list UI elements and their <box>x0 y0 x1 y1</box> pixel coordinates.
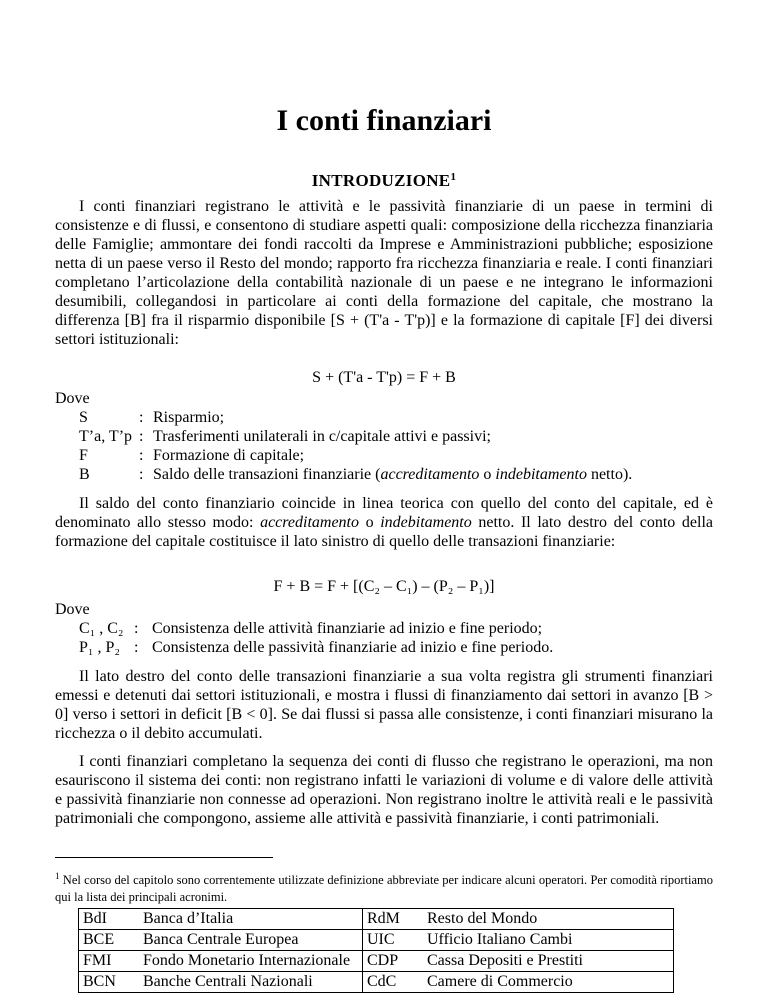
paragraph-1: I conti finanziari registrano le attività e le passività finanziarie di un paese in termini di consistenze e di flussi, e consentono di studiare aspetti quali: composizione della ricchezza finanziaria delle Famiglie; ammontare dei fondi raccolti da Imprese e Amministrazioni pubbliche; esposizione netta di un paese verso il Resto del mondo; rapporto fra ricchezza finanziaria e reale. I conti finanziari completano l’articolazione della contabilità nazionale di un paese e ne integrano le informazioni desumibili, collegandosi in particolare ai conti della formazione del capitale, che mostrano la differenza [B] fra il risparmio disponibile [S + (T'a - T'p)] e la formazione di capitale [F] dei diversi settori istituzionali: <box>55 198 713 348</box>
footnote-ref[interactable]: 1 <box>450 171 457 183</box>
definition-sep: : <box>134 620 139 637</box>
paragraph-3: Il lato destro del conto delle transazioni finanziarie a sua volta registra gli strumenti finanziari emessi e detenuti dai settori istituzionali, e mostra i flussi di finanziamento dai settori in avanzo [B > 0] verso i settori in deficit [B < 0]. Se dai flussi si passa alle consistenze, i conti finanziari misurano la ricchezza o il debito accumulati. <box>55 668 713 742</box>
definition-text: Risparmio; <box>153 409 225 426</box>
acronyms-table <box>78 908 674 993</box>
definition-text: Formazione di capitale; <box>153 447 305 464</box>
acronym-meaning-cell: Camere di Commercio <box>423 972 674 993</box>
definition-symbol: C₁ , C₂ <box>79 620 124 637</box>
definition-symbol: P₁ , P₂ <box>79 639 120 656</box>
acronym-row <box>79 972 674 993</box>
definition-symbol: S <box>79 409 88 426</box>
definition-text: Consistenza delle passività finanziarie ad inizio e fine periodo. <box>152 639 554 656</box>
definition-row <box>55 465 713 484</box>
acronym-cell: FMI <box>79 951 140 972</box>
definition-text-part: Saldo delle transazioni finanziarie ( <box>153 466 381 483</box>
acronym-meaning-cell: Banca Centrale Europea <box>139 930 363 951</box>
definition-symbol: F <box>79 447 88 464</box>
acronym-meaning-cell: Cassa Depositi e Prestiti <box>423 951 674 972</box>
italic-term: accreditamento <box>260 514 359 531</box>
definition-text-part: o <box>479 466 496 483</box>
definition-symbol: T’a, T’p <box>79 428 133 445</box>
definition-row <box>55 619 713 638</box>
definitions-2 <box>55 619 713 657</box>
acronym-row <box>79 930 674 951</box>
acronym-meaning-cell: Resto del Mondo <box>423 909 674 930</box>
footnote-text: Nel corso del capitolo sono correntemente utilizzate definizione abbreviate per indicare alcuni operatori. Per comodità riportiamo qui la lista dei principali acronimi. <box>55 873 714 904</box>
acronym-cell: BCE <box>79 930 140 951</box>
acronym-meaning-cell: Fondo Monetario Internazionale <box>139 951 363 972</box>
definition-sep: : <box>139 409 144 426</box>
definition-italic: accreditamento <box>380 466 480 483</box>
definition-text <box>153 465 632 484</box>
acronym-meaning-cell: Ufficio Italiano Cambi <box>423 930 674 951</box>
dove-label-1: Dove <box>55 390 90 407</box>
text-part: netto. Il lato destro del conto della formazione del capitale costituisce il lato sinistro di quello delle transazioni finanziarie: <box>55 514 714 550</box>
definition-text: Trasferimenti unilaterali in c/capitale attivi e passivi; <box>153 428 491 445</box>
acronym-cell: CDP <box>363 951 424 972</box>
paragraph-2 <box>55 494 713 551</box>
footnote-number: 1 <box>55 871 60 881</box>
section-heading-text: INTRODUZIONE <box>311 171 451 190</box>
acronym-meaning-cell: Banca d’Italia <box>139 909 363 930</box>
definition-text: Consistenza delle attività finanziarie ad inizio e fine periodo; <box>152 620 543 637</box>
acronym-cell: BCN <box>79 972 140 993</box>
text-part: Il saldo del conto finanziario coincide in linea teorica con quello del conto del capitale, ed è denominato allo stesso modo: <box>55 495 713 531</box>
acronym-cell: RdM <box>363 909 424 930</box>
section-heading <box>55 168 713 190</box>
acronym-cell: BdI <box>79 909 140 930</box>
paragraph-4: I conti finanziari completano la sequenza dei conti di flusso che registrano le operazioni, ma non esauriscono il sistema dei conti: non registrano infatti le variazioni di volume e di valore delle attività e passività finanziarie non connesse ad operazioni. Non registrano inoltre le attività reali e le passività patrimoniali che compongono, assieme alle attività e passività finanziarie, i conti patrimoniali. <box>55 753 713 827</box>
definition-row <box>55 408 713 427</box>
footnote <box>55 868 713 906</box>
definitions-1 <box>55 408 713 484</box>
acronym-row <box>79 951 674 972</box>
italic-term: indebitamento <box>380 514 472 531</box>
definition-row <box>55 427 713 446</box>
definition-text-part: netto). <box>586 466 633 483</box>
definition-sep: : <box>134 639 139 656</box>
footnote-divider <box>55 857 273 858</box>
definition-sep: : <box>139 447 144 464</box>
text-part: o <box>359 514 381 531</box>
definition-italic: indebitamento <box>495 466 587 483</box>
definition-row <box>55 446 713 465</box>
equation-2: F + B = F + [(C₂ – C₁) – (P₂ – P₁)] <box>273 578 495 595</box>
definition-row <box>55 638 713 657</box>
acronym-cell: CdC <box>363 972 424 993</box>
definition-symbol: B <box>79 466 90 483</box>
acronym-cell: UIC <box>363 930 424 951</box>
dove-label-2: Dove <box>55 601 90 618</box>
acronym-row <box>79 909 674 930</box>
acronym-meaning-cell: Banche Centrali Nazionali <box>139 972 363 993</box>
definition-sep: : <box>139 466 144 483</box>
equation-1: S + (T'a - T'p) = F + B <box>312 369 456 386</box>
definition-sep: : <box>139 428 144 445</box>
page-title: I conti finanziari <box>276 104 492 137</box>
